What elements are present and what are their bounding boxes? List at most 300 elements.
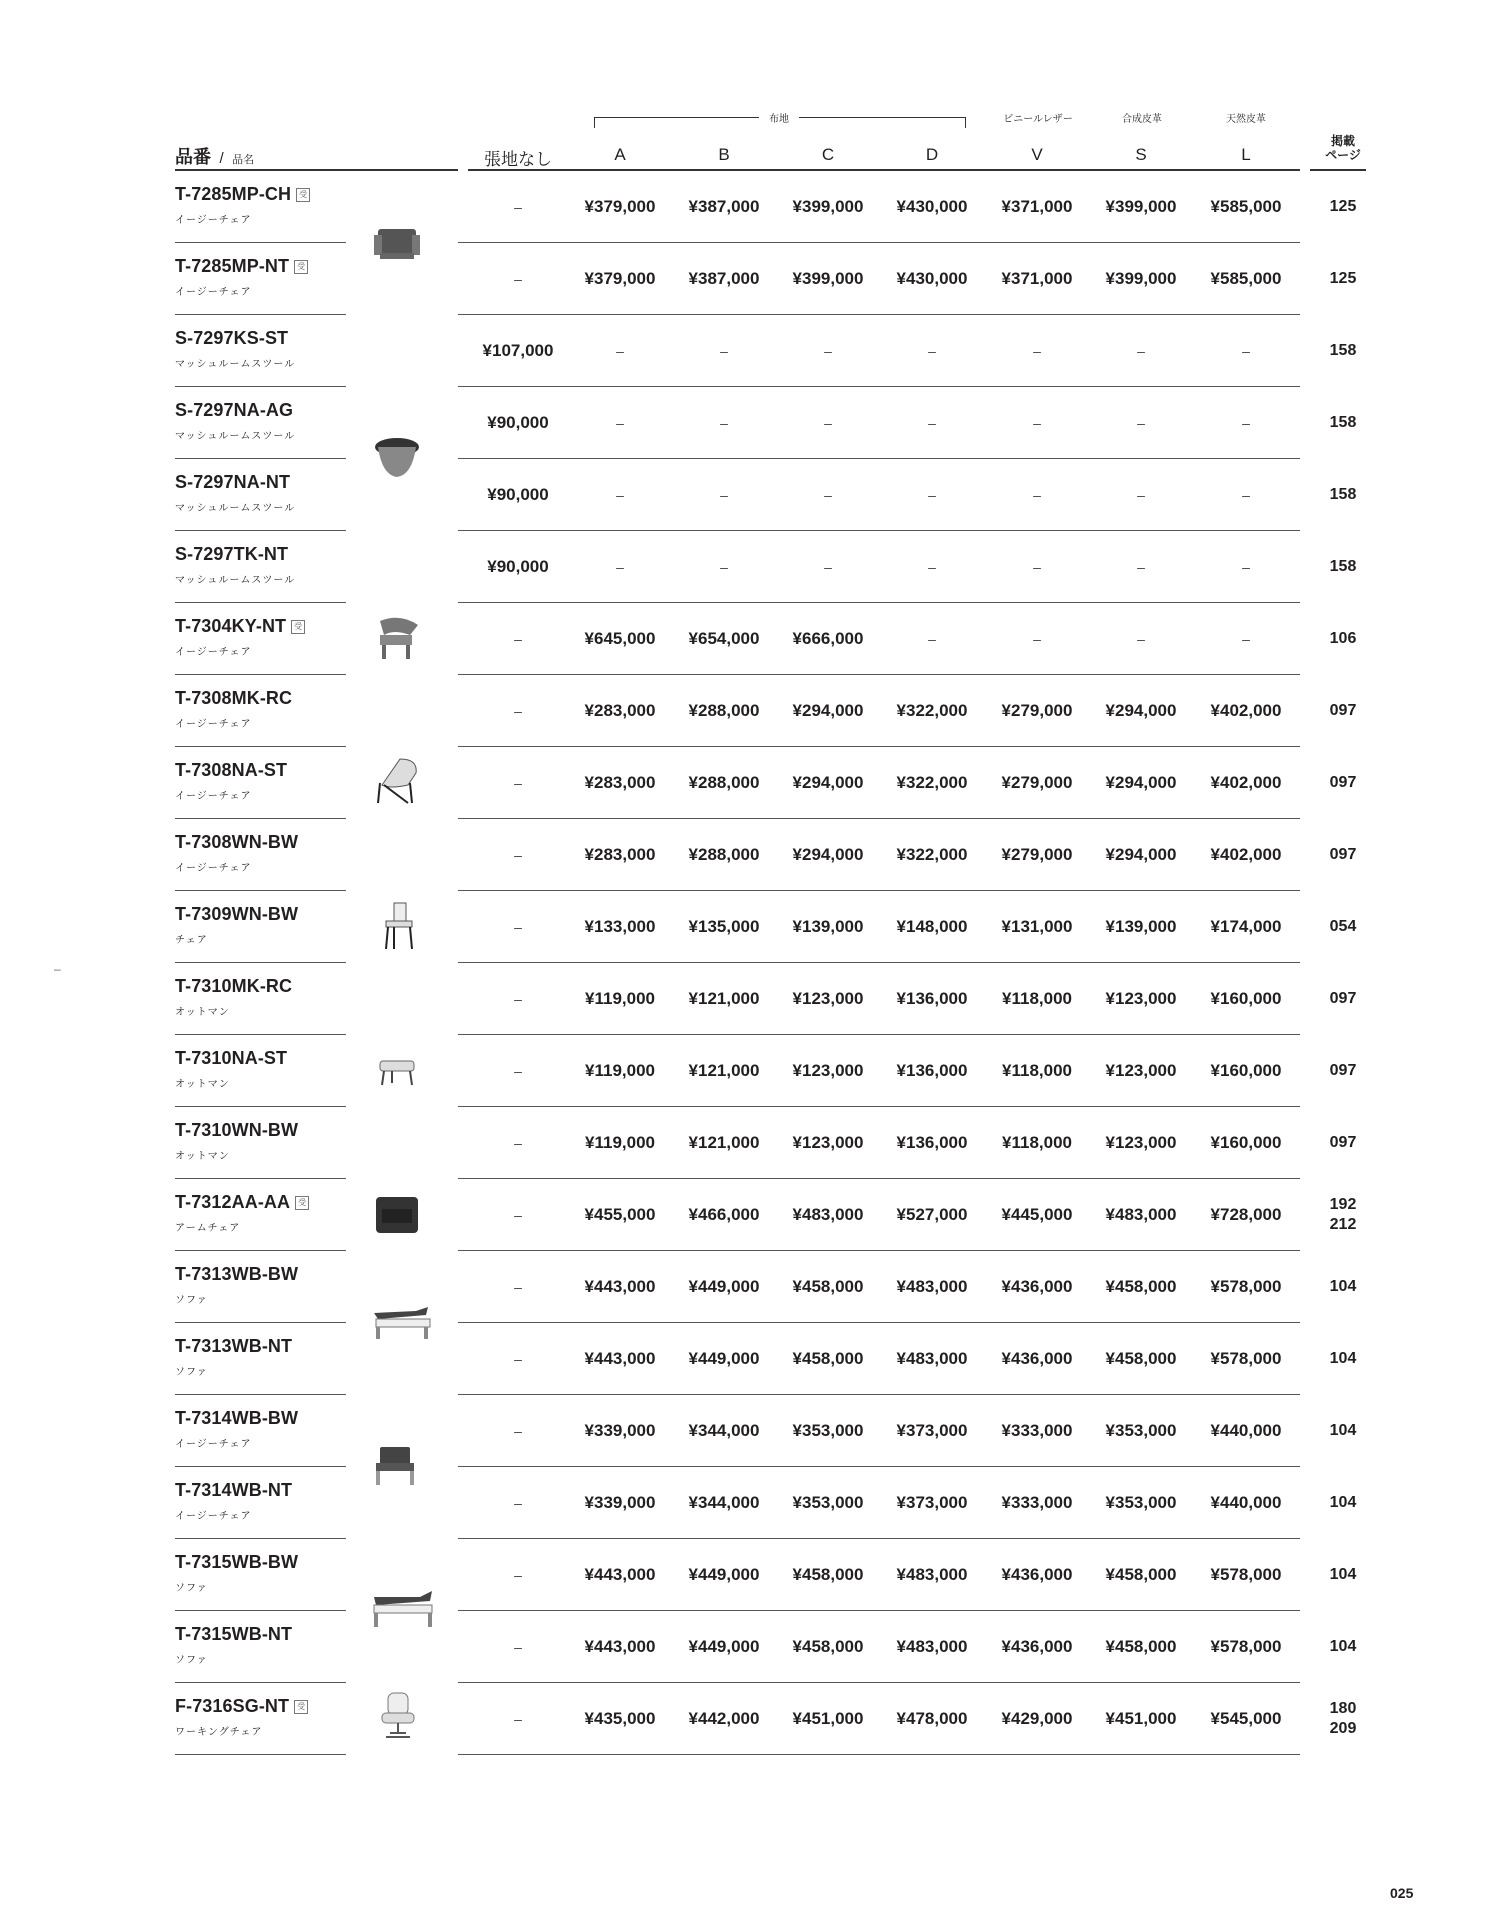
price-c: ¥458,000 xyxy=(792,1277,864,1296)
table-row xyxy=(0,819,1503,891)
page-ref-1: 097 xyxy=(1329,846,1357,863)
price-l: ¥402,000 xyxy=(1210,701,1282,720)
price-b: ¥449,000 xyxy=(688,1565,760,1584)
product-code-text: T-7308MK-RC xyxy=(175,688,293,708)
product-code xyxy=(175,1264,298,1285)
price-none: – xyxy=(514,847,522,863)
table-row xyxy=(0,1467,1503,1539)
price-l: ¥440,000 xyxy=(1210,1493,1282,1512)
page-ref-1: 104 xyxy=(1329,1494,1357,1511)
price-v: – xyxy=(1033,415,1041,431)
price-c: ¥353,000 xyxy=(792,1493,864,1512)
price-d: ¥322,000 xyxy=(896,701,968,720)
price-none: – xyxy=(514,1063,522,1079)
price-s: ¥123,000 xyxy=(1105,1061,1177,1080)
price-b: – xyxy=(720,487,728,503)
product-code xyxy=(175,976,292,997)
price-s: ¥399,000 xyxy=(1105,269,1177,288)
mushroom-stool-image xyxy=(370,431,434,492)
product-code-text: T-7308NA-ST xyxy=(175,760,288,780)
price-c: ¥353,000 xyxy=(792,1421,864,1440)
price-s: – xyxy=(1137,631,1145,647)
page-ref-1: 054 xyxy=(1329,918,1357,935)
product-code xyxy=(175,760,287,781)
product-code xyxy=(175,688,292,709)
price-l: ¥402,000 xyxy=(1210,845,1282,864)
page-ref-1: 104 xyxy=(1329,1278,1357,1295)
price-none: – xyxy=(514,775,522,791)
price-a: ¥455,000 xyxy=(584,1205,656,1224)
price-c: ¥123,000 xyxy=(792,989,864,1008)
product-code-text: T-7310MK-RC xyxy=(175,976,293,996)
price-d: ¥136,000 xyxy=(896,1133,968,1152)
page-ref xyxy=(1310,1395,1376,1467)
price-d: ¥322,000 xyxy=(896,773,968,792)
product-code xyxy=(175,1552,298,1573)
price-s: – xyxy=(1137,343,1145,359)
product-name: チェア xyxy=(175,935,208,946)
price-b: ¥387,000 xyxy=(688,269,760,288)
price-none: – xyxy=(514,1711,522,1727)
table-row xyxy=(0,603,1503,675)
price-c: ¥458,000 xyxy=(792,1565,864,1584)
price-none: – xyxy=(514,199,522,215)
price-v: ¥436,000 xyxy=(1001,1637,1073,1656)
table-row xyxy=(0,747,1503,819)
product-name: イージーチェア xyxy=(175,1511,252,1522)
price-none: ¥90,000 xyxy=(487,485,549,504)
price-d: – xyxy=(928,343,936,359)
working-chair-f7316-image xyxy=(370,1691,434,1752)
product-code xyxy=(175,1048,287,1069)
price-l: ¥585,000 xyxy=(1210,197,1282,216)
product-code-text: T-7314WB-NT xyxy=(175,1480,293,1500)
page-ref xyxy=(1310,747,1376,819)
page-ref-1: 097 xyxy=(1329,1062,1357,1079)
page-ref xyxy=(1310,1323,1376,1395)
price-s: ¥294,000 xyxy=(1105,845,1177,864)
sofa-t7315-image xyxy=(370,1583,434,1644)
price-a: ¥119,000 xyxy=(585,1133,655,1152)
price-s: – xyxy=(1137,487,1145,503)
page-ref-1: 158 xyxy=(1329,414,1357,431)
page-ref xyxy=(1310,675,1376,747)
product-code xyxy=(175,328,288,349)
price-none: – xyxy=(514,991,522,1007)
page-ref-1: 125 xyxy=(1329,198,1357,215)
price-b: ¥121,000 xyxy=(688,1133,760,1152)
price-l: ¥585,000 xyxy=(1210,269,1282,288)
code-label: 品番 xyxy=(175,147,211,167)
price-b: ¥449,000 xyxy=(688,1277,760,1296)
price-none: – xyxy=(514,703,522,719)
price-c: ¥483,000 xyxy=(792,1205,864,1224)
price-l: – xyxy=(1242,631,1250,647)
product-code-text: T-7309WN-BW xyxy=(175,904,299,924)
price-c: – xyxy=(824,415,832,431)
price-l: ¥578,000 xyxy=(1210,1349,1282,1368)
price-a: ¥379,000 xyxy=(584,269,656,288)
price-c: ¥139,000 xyxy=(792,917,864,936)
page-ref xyxy=(1310,459,1376,531)
page-ref-1: 192 xyxy=(1329,1196,1357,1213)
product-code xyxy=(175,544,288,565)
price-s: ¥483,000 xyxy=(1105,1205,1177,1224)
price-b: ¥121,000 xyxy=(688,989,760,1008)
product-code-text: T-7312AA-AA xyxy=(175,1192,291,1212)
made-to-order-mark: 受 xyxy=(294,260,308,274)
col-d-header: D xyxy=(925,145,939,164)
page-ref-1: 106 xyxy=(1329,630,1357,647)
price-b: ¥449,000 xyxy=(688,1637,760,1656)
page-number: 025 xyxy=(1390,1885,1414,1901)
product-code xyxy=(175,1192,309,1213)
product-code-text: S-7297KS-ST xyxy=(175,328,289,348)
price-b: ¥288,000 xyxy=(688,773,760,792)
price-none: – xyxy=(514,271,522,287)
price-none: – xyxy=(514,1423,522,1439)
product-code-text: T-7310WN-BW xyxy=(175,1120,299,1140)
price-d: ¥483,000 xyxy=(896,1349,968,1368)
page-ref-1: 104 xyxy=(1329,1638,1357,1655)
price-d: – xyxy=(928,559,936,575)
page-ref xyxy=(1310,1539,1376,1611)
made-to-order-mark: 受 xyxy=(294,1700,308,1714)
price-s: ¥294,000 xyxy=(1105,773,1177,792)
price-v: – xyxy=(1033,487,1041,503)
price-d: ¥527,000 xyxy=(896,1205,968,1224)
price-s: ¥399,000 xyxy=(1105,197,1177,216)
price-b: ¥288,000 xyxy=(688,701,760,720)
price-d: ¥483,000 xyxy=(896,1565,968,1584)
price-a: ¥443,000 xyxy=(584,1565,656,1584)
price-l: ¥174,000 xyxy=(1210,917,1282,936)
page-label-line2: ページ xyxy=(1325,148,1361,162)
price-a: ¥119,000 xyxy=(585,989,655,1008)
col-c-header: C xyxy=(821,145,835,164)
page-ref xyxy=(1310,1107,1376,1179)
page-ref-1: 180 xyxy=(1329,1700,1357,1717)
price-l: ¥545,000 xyxy=(1210,1709,1282,1728)
page-ref xyxy=(1310,1611,1376,1683)
product-name: オットマン xyxy=(175,1151,230,1162)
slash: / xyxy=(219,150,224,167)
price-a: – xyxy=(616,415,624,431)
table-row xyxy=(0,1035,1503,1107)
price-none: – xyxy=(514,1135,522,1151)
page-label-line1: 掲載 xyxy=(1330,134,1355,148)
price-c: ¥666,000 xyxy=(792,629,864,648)
product-name: イージーチェア xyxy=(175,215,252,226)
price-b: – xyxy=(720,415,728,431)
price-l: ¥728,000 xyxy=(1210,1205,1282,1224)
price-v: ¥429,000 xyxy=(1001,1709,1073,1728)
product-name: イージーチェア xyxy=(175,863,252,874)
product-code xyxy=(175,1336,292,1357)
product-code-text: T-7304KY-NT xyxy=(175,616,287,636)
sofa-t7313-image xyxy=(370,1295,434,1356)
price-s: ¥353,000 xyxy=(1105,1493,1177,1512)
price-none: – xyxy=(514,919,522,935)
price-c: ¥399,000 xyxy=(792,197,864,216)
price-none: – xyxy=(514,631,522,647)
price-v: ¥333,000 xyxy=(1001,1421,1073,1440)
product-code xyxy=(175,1624,292,1645)
product-name: イージーチェア xyxy=(175,647,252,658)
table-row xyxy=(0,459,1503,531)
price-s: ¥353,000 xyxy=(1105,1421,1177,1440)
price-none: – xyxy=(514,1351,522,1367)
price-b: ¥344,000 xyxy=(688,1421,760,1440)
price-c: ¥294,000 xyxy=(792,773,864,792)
table-row xyxy=(0,1323,1503,1395)
col-a-header: A xyxy=(614,145,626,164)
page-ref xyxy=(1310,243,1376,315)
page-ref xyxy=(1310,1467,1376,1539)
table-row xyxy=(0,315,1503,387)
price-l: – xyxy=(1242,559,1250,575)
page-ref xyxy=(1310,531,1376,603)
price-c: ¥123,000 xyxy=(792,1061,864,1080)
price-d: – xyxy=(928,487,936,503)
table-row xyxy=(0,1683,1503,1755)
page-ref-1: 158 xyxy=(1329,342,1357,359)
price-d: – xyxy=(928,631,936,647)
page-ref xyxy=(1310,603,1376,675)
price-v: ¥279,000 xyxy=(1001,773,1073,792)
price-s: ¥458,000 xyxy=(1105,1637,1177,1656)
price-v: – xyxy=(1033,343,1041,359)
price-l: – xyxy=(1242,343,1250,359)
product-name: イージーチェア xyxy=(175,287,252,298)
price-v: ¥279,000 xyxy=(1001,845,1073,864)
price-v: ¥118,000 xyxy=(1002,1133,1072,1152)
price-l: ¥578,000 xyxy=(1210,1277,1282,1296)
armchair-t7312-image xyxy=(370,1187,434,1248)
page-ref xyxy=(1310,891,1376,963)
col-b-header: B xyxy=(718,145,730,164)
page-ref-1: 104 xyxy=(1329,1422,1357,1439)
table-row xyxy=(0,675,1503,747)
price-a: ¥645,000 xyxy=(584,629,656,648)
price-d: ¥148,000 xyxy=(896,917,968,936)
table-row xyxy=(0,1107,1503,1179)
product-code-text: S-7297TK-NT xyxy=(175,544,289,564)
page-ref-1: 097 xyxy=(1329,1134,1357,1151)
col-l-header: L xyxy=(1241,145,1251,164)
page-ref-1: 097 xyxy=(1329,702,1357,719)
table-row xyxy=(0,171,1503,243)
group-fabric-label: 布地 xyxy=(759,110,799,125)
product-code-text: T-7285MP-CH xyxy=(175,184,292,204)
product-code xyxy=(175,184,310,205)
price-l: ¥440,000 xyxy=(1210,1421,1282,1440)
price-a: ¥339,000 xyxy=(584,1493,656,1512)
price-a: ¥283,000 xyxy=(584,773,656,792)
price-c: ¥458,000 xyxy=(792,1349,864,1368)
product-code xyxy=(175,1408,298,1429)
product-name: マッシュルームスツール xyxy=(175,503,296,514)
price-v: ¥118,000 xyxy=(1002,1061,1072,1080)
price-a: ¥435,000 xyxy=(584,1709,656,1728)
product-name: オットマン xyxy=(175,1007,230,1018)
product-name: ソファ xyxy=(175,1367,208,1378)
page-ref xyxy=(1310,963,1376,1035)
product-code-text: T-7310NA-ST xyxy=(175,1048,288,1068)
price-v: ¥118,000 xyxy=(1002,989,1072,1008)
price-l: ¥402,000 xyxy=(1210,773,1282,792)
price-d: ¥430,000 xyxy=(896,269,968,288)
price-d: ¥478,000 xyxy=(896,1709,968,1728)
page-ref-1: 104 xyxy=(1329,1566,1357,1583)
product-name: マッシュルームスツール xyxy=(175,575,296,586)
price-l: – xyxy=(1242,487,1250,503)
product-name: ソファ xyxy=(175,1583,208,1594)
price-s: ¥123,000 xyxy=(1105,1133,1177,1152)
price-v: ¥333,000 xyxy=(1001,1493,1073,1512)
price-b: ¥121,000 xyxy=(688,1061,760,1080)
price-b: ¥387,000 xyxy=(688,197,760,216)
price-c: ¥294,000 xyxy=(792,845,864,864)
product-code-text: S-7297NA-NT xyxy=(175,472,291,492)
table-row xyxy=(0,531,1503,603)
product-code xyxy=(175,1696,308,1717)
group-synthetic-label: 合成皮革 xyxy=(1122,114,1162,125)
side-mark: – xyxy=(54,962,61,976)
price-l: ¥578,000 xyxy=(1210,1637,1282,1656)
price-l: ¥160,000 xyxy=(1210,1133,1282,1152)
price-c: ¥451,000 xyxy=(792,1709,864,1728)
price-a: ¥443,000 xyxy=(584,1349,656,1368)
price-c: ¥123,000 xyxy=(792,1133,864,1152)
price-v: ¥436,000 xyxy=(1001,1277,1073,1296)
table-row xyxy=(0,963,1503,1035)
price-v: ¥436,000 xyxy=(1001,1565,1073,1584)
product-code-text: T-7315WB-BW xyxy=(175,1552,299,1572)
product-name: イージーチェア xyxy=(175,1439,252,1450)
price-l: – xyxy=(1242,415,1250,431)
product-code xyxy=(175,1120,298,1141)
price-s: ¥123,000 xyxy=(1105,989,1177,1008)
price-d: ¥430,000 xyxy=(896,197,968,216)
price-c: – xyxy=(824,487,832,503)
page-ref-2: 212 xyxy=(1329,1216,1357,1233)
price-a: – xyxy=(616,487,624,503)
product-name: ソファ xyxy=(175,1655,208,1666)
price-a: – xyxy=(616,343,624,359)
table-row xyxy=(0,1179,1503,1251)
product-name: オットマン xyxy=(175,1079,230,1090)
row-rule xyxy=(175,1754,346,1755)
page-ref-1: 125 xyxy=(1329,270,1357,287)
name-label: 品名 xyxy=(232,154,255,166)
product-code-text: T-7308WN-BW xyxy=(175,832,299,852)
price-l: ¥160,000 xyxy=(1210,989,1282,1008)
price-a: ¥133,000 xyxy=(584,917,656,936)
price-none: ¥90,000 xyxy=(487,557,549,576)
table-row xyxy=(0,387,1503,459)
product-name: ソファ xyxy=(175,1295,208,1306)
product-code xyxy=(175,904,298,925)
easy-chair-t7308-image xyxy=(370,755,434,816)
easy-chair-t7304-image xyxy=(370,611,434,672)
page-ref xyxy=(1310,1683,1376,1755)
made-to-order-mark: 受 xyxy=(295,1196,309,1210)
price-s: ¥451,000 xyxy=(1105,1709,1177,1728)
price-none: – xyxy=(514,1567,522,1583)
price-b: ¥344,000 xyxy=(688,1493,760,1512)
price-d: ¥136,000 xyxy=(896,1061,968,1080)
col-none-header: 張地なし xyxy=(484,150,552,169)
price-c: ¥399,000 xyxy=(792,269,864,288)
price-a: ¥443,000 xyxy=(584,1637,656,1656)
price-l: ¥578,000 xyxy=(1210,1565,1282,1584)
price-s: ¥458,000 xyxy=(1105,1565,1177,1584)
product-code xyxy=(175,832,298,853)
price-b: ¥135,000 xyxy=(688,917,760,936)
price-b: ¥466,000 xyxy=(688,1205,760,1224)
code-column-header xyxy=(175,143,254,169)
page-ref xyxy=(1310,315,1376,387)
page-ref-1: 097 xyxy=(1329,774,1357,791)
price-s: ¥139,000 xyxy=(1105,917,1177,936)
page-ref xyxy=(1310,1035,1376,1107)
page-ref-2: 209 xyxy=(1329,1720,1357,1737)
price-b: – xyxy=(720,559,728,575)
product-code xyxy=(175,400,293,421)
col-s-header: S xyxy=(1135,145,1147,164)
price-a: ¥119,000 xyxy=(585,1061,655,1080)
product-code-text: T-7315WB-NT xyxy=(175,1624,293,1644)
price-v: – xyxy=(1033,559,1041,575)
price-s: – xyxy=(1137,559,1145,575)
price-none: ¥90,000 xyxy=(487,413,549,432)
price-v: ¥371,000 xyxy=(1001,269,1073,288)
col-v-header: V xyxy=(1031,145,1043,164)
product-code-text: T-7313WB-BW xyxy=(175,1264,299,1284)
product-name: イージーチェア xyxy=(175,791,252,802)
product-code-text: S-7297NA-AG xyxy=(175,400,294,420)
price-none: – xyxy=(514,1207,522,1223)
price-s: – xyxy=(1137,415,1145,431)
chair-t7309-image xyxy=(370,899,434,960)
page-ref xyxy=(1310,387,1376,459)
product-name: アームチェア xyxy=(175,1223,241,1234)
page-ref xyxy=(1310,1179,1376,1251)
price-d: ¥373,000 xyxy=(896,1421,968,1440)
price-v: ¥436,000 xyxy=(1001,1349,1073,1368)
price-a: ¥339,000 xyxy=(584,1421,656,1440)
price-a: – xyxy=(616,559,624,575)
page-ref xyxy=(1310,1251,1376,1323)
price-d: ¥322,000 xyxy=(896,845,968,864)
price-d: ¥136,000 xyxy=(896,989,968,1008)
price-v: ¥131,000 xyxy=(1001,917,1073,936)
price-none: ¥107,000 xyxy=(482,341,554,360)
page-column-header xyxy=(1310,134,1376,162)
price-b: ¥449,000 xyxy=(688,1349,760,1368)
table-row xyxy=(0,1251,1503,1323)
product-code xyxy=(175,472,290,493)
price-a: ¥379,000 xyxy=(584,197,656,216)
product-name: イージーチェア xyxy=(175,719,252,730)
price-s: ¥294,000 xyxy=(1105,701,1177,720)
price-a: ¥443,000 xyxy=(584,1277,656,1296)
easy-chair-t7285-image xyxy=(370,215,434,276)
price-b: ¥654,000 xyxy=(688,629,760,648)
made-to-order-mark: 受 xyxy=(291,620,305,634)
price-v: ¥371,000 xyxy=(1001,197,1073,216)
